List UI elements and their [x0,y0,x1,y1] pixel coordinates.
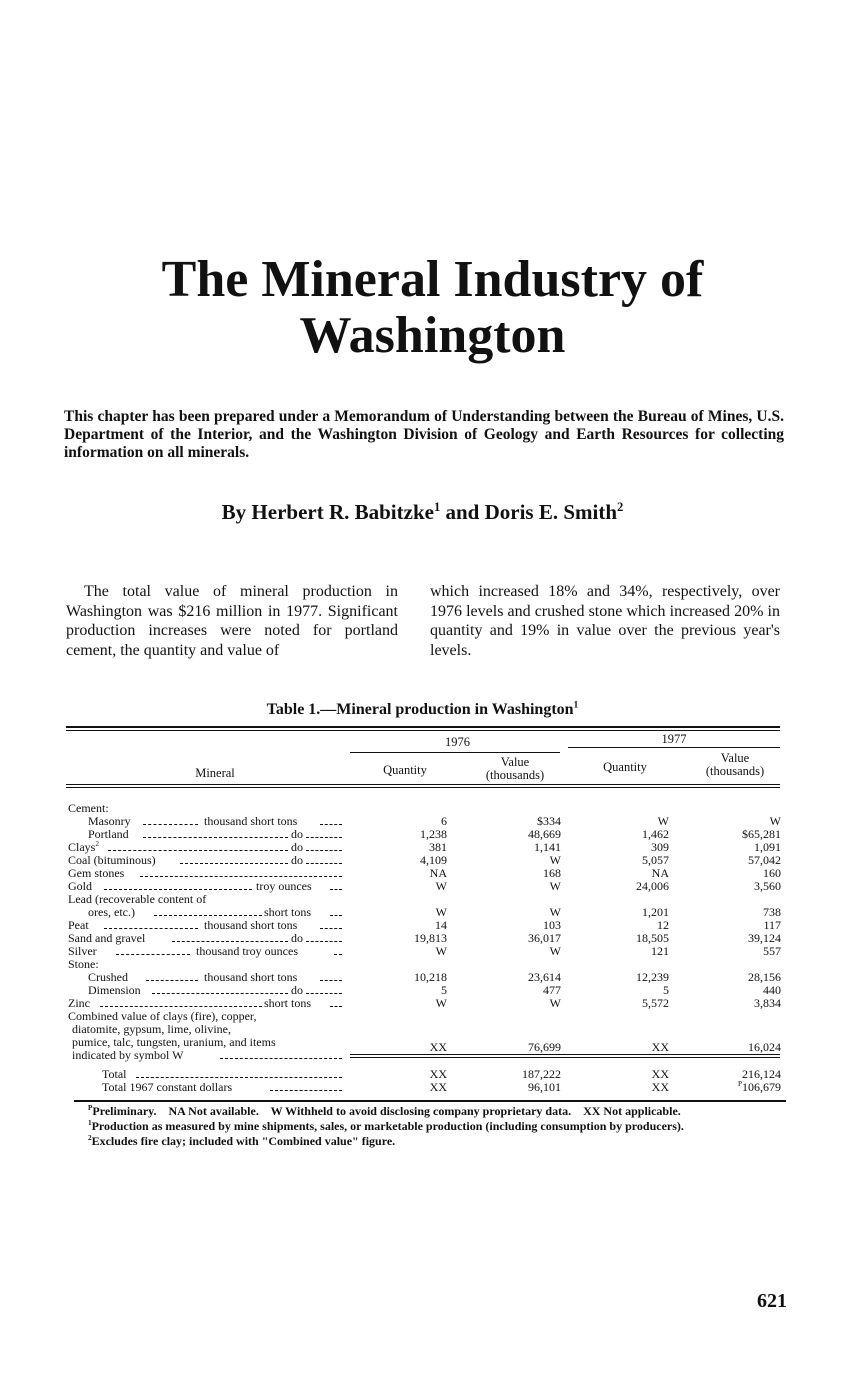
cell-qty-1976: 381 [429,840,447,854]
row-unit: do [291,853,303,867]
row-label-text: Clays [68,840,96,854]
cell-qty-1977: W [657,814,669,828]
row-label: Gold [68,879,92,893]
year-1976-header: 1976 [445,735,470,749]
cell-value-1977: 160 [763,866,781,880]
byline-author-2: and Doris E. Smith [440,500,618,524]
cell-value-1977: 1,091 [754,840,781,854]
cell-value-1976: 168 [543,866,561,880]
dot-leader [104,880,252,890]
cell-value-1977: W [769,814,781,828]
cell-value-1976: $334 [537,814,561,828]
cell-value-1976: 48,669 [528,827,561,841]
dot-leader [306,932,342,942]
row-label: diatomite, gypsum, lime, olivine, [72,1022,231,1036]
byline-sup-2: 2 [617,500,624,514]
dot-leader [334,945,342,955]
row-label: Sand and gravel [68,931,146,945]
cell-value-1976: 76,699 [528,1040,561,1054]
cell-value-1976: 23,614 [528,970,561,984]
title-line-2: Washington [299,307,566,364]
dot-leader [136,1068,342,1078]
qty-1976-header: Quantity [383,763,427,777]
row-unit: do [291,840,303,854]
cell-qty-1977: 5 [663,983,669,997]
cell-value-1977: 557 [763,944,781,958]
cell-value-1976: 1,141 [534,840,561,854]
mineral-header: Mineral [195,766,235,780]
year-1977-header: 1977 [661,732,687,746]
row-unit: short tons [264,905,312,919]
total-rule [350,1054,780,1055]
value-1976-header [470,756,560,782]
value-1977-header-l1: Value [720,751,750,765]
body-column-2: which increased 18% and 34%, respectively, over 1976 levels and crushed stone which increased 20% in quantity and 19% in value over the previous year's levels. [430,583,780,659]
footnote-sup: P [88,1104,93,1112]
table-caption [0,701,845,719]
table-bottom-rule [74,1100,786,1102]
cell-qty-1976: 10,218 [414,970,447,984]
cell-qty-1976: XX [429,1067,447,1081]
dot-leader [172,932,288,942]
row-unit: thousand short tons [204,814,298,828]
cell-qty-1977: XX [651,1067,669,1081]
cell-qty-1976: 1,238 [420,827,447,841]
cell-value-1977 [738,1081,781,1094]
cell-qty-1977: 309 [651,840,669,854]
dot-leader [320,815,342,825]
table-caption-text: Table 1.—Mineral production in Washington [266,701,574,718]
header-bottom-rule-2 [66,787,780,788]
row-unit: troy ounces [256,879,312,893]
body-column-1: The total value of mineral production in Washington was $216 million in 1977. Significant production increases were noted for portland cement, the quantity and value of [66,583,398,659]
footnote-sup: 1 [88,1119,92,1127]
row-label: Peat [68,918,89,932]
value-1977-header [690,752,780,778]
cell-value-1977: 16,024 [748,1040,781,1054]
row-label: Total [102,1067,127,1081]
cell-qty-1976: W [435,905,447,919]
dot-leader [220,1049,342,1059]
cell-qty-1976: 4,109 [420,853,447,867]
cell-qty-1977: 24,006 [636,879,669,893]
row-unit: thousand troy ounces [196,944,298,958]
table-row-total-1967 [0,1081,865,1094]
cell-value-1977: 440 [763,983,781,997]
table-row-gem-stones [0,867,865,880]
cell-qty-1976: 6 [441,814,447,828]
cell-value-1977: 117 [763,918,781,932]
cell-value-1977: 3,834 [754,996,781,1010]
row-label: Crushed [88,970,128,984]
cell-qty-1977: 12 [657,918,669,932]
dot-leader [306,854,342,864]
cell-value-text: 106,679 [742,1080,781,1094]
value-1976-header-l2: (thousands) [485,768,545,782]
cell-value-1976: W [549,853,561,867]
row-label: Gem stones [68,866,125,880]
value-1976-header-l1: Value [500,755,530,769]
dot-leader [143,828,288,838]
table-top-rule [66,726,780,728]
dot-leader [146,971,198,981]
cell-value-1977: 57,042 [748,853,781,867]
cell-value-1976: 96,101 [528,1080,561,1094]
table-row-silver [0,945,865,958]
value-1977-header-l2: (thousands) [705,764,765,778]
cell-qty-1976: W [435,879,447,893]
row-unit: thousand short tons [204,970,298,984]
cell-qty-1977: 18,505 [636,931,669,945]
header-bottom-rule [66,784,780,785]
row-unit: do [291,983,303,997]
cell-value-1977: 3,560 [754,879,781,893]
cell-value-1977: 28,156 [748,970,781,984]
cell-value-1976: W [549,879,561,893]
dot-leader [306,984,342,994]
cell-qty-1976: 14 [435,918,447,932]
row-label: Masonry [88,814,131,828]
footnote-text: Preliminary. NA Not available. W Withheld to avoid disclosing company proprietary data. XX Not applicable. [92,1104,681,1118]
dot-leader [180,854,288,864]
dot-leader [100,997,262,1007]
row-label: Coal (bituminous) [68,853,156,867]
row-label: Portland [88,827,129,841]
dot-leader [306,828,342,838]
dot-leader [154,906,262,916]
row-label: Cement: [68,801,109,815]
cell-qty-1976: 19,813 [414,931,447,945]
row-label: ores, etc.) [88,905,135,919]
byline-author-1: By Herbert R. Babitzke [221,500,434,524]
cell-qty-1977: NA [651,866,669,880]
dot-leader [320,971,342,981]
cell-value-1977: 216,124 [742,1067,781,1081]
row-label: Total 1967 constant dollars [102,1080,233,1094]
page-number: 621 [757,1290,787,1312]
cell-qty-1977: 121 [651,944,669,958]
dot-leader [306,841,342,851]
row-label: Silver [68,944,97,958]
footnote-preliminary [88,1104,681,1119]
row-label: pumice, talc, tungsten, uranium, and items [72,1035,276,1049]
row-unit: thousand short tons [204,918,298,932]
table-row-dimension [0,984,865,997]
row-label: Zinc [68,996,90,1010]
dot-leader [116,945,190,955]
cell-value-1976: 103 [543,918,561,932]
row-label: Lead (recoverable content of [68,892,207,906]
qty-1977-header: Quantity [603,760,647,774]
footnote-text: Excludes fire clay; included with "Combined value" figure. [91,1134,396,1148]
row-label: indicated by symbol W [72,1048,184,1062]
footnote-2 [88,1134,395,1149]
title-line-1: The Mineral Industry of [161,251,704,308]
footnote-sup: 2 [88,1134,92,1142]
cell-qty-1976: 5 [441,983,447,997]
cell-qty-1976: W [435,996,447,1010]
page-title [60,252,805,364]
table-row-sand-gravel [0,932,865,945]
dot-leader [108,841,288,851]
byline [0,500,845,525]
cell-qty-1977: 12,239 [636,970,669,984]
table-top-rule-2 [66,730,780,731]
preliminary-sup: P [738,1080,742,1088]
cell-value-1976: 477 [543,983,561,997]
dot-leader [152,984,288,994]
cell-value-1977: 39,124 [748,931,781,945]
dot-leader [320,919,342,929]
row-label-sup: 2 [95,840,99,848]
table-row-lead [0,906,865,919]
cell-value-1976: 36,017 [528,931,561,945]
cell-value-1977: $65,281 [742,827,781,841]
cell-qty-1977: 5,572 [642,996,669,1010]
dot-leader [140,867,342,877]
cell-value-1976: W [549,944,561,958]
byline-sup-1: 1 [433,500,441,514]
cell-qty-1977: XX [651,1040,669,1054]
cell-qty-1977: 5,057 [642,853,669,867]
row-label: Stone: [68,957,99,971]
year-1976-rule [350,752,560,753]
cell-qty-1976: XX [429,1040,447,1054]
cell-value-1976: W [549,996,561,1010]
cell-qty-1976: XX [429,1080,447,1094]
row-label: Dimension [88,983,141,997]
row-unit: do [291,827,303,841]
dot-leader [330,997,342,1007]
row-unit: do [291,931,303,945]
footnote-1 [88,1119,684,1134]
cell-qty-1977: 1,462 [642,827,669,841]
row-unit: short tons [264,996,312,1010]
cell-qty-1977: XX [651,1080,669,1094]
table-caption-sup: 1 [573,699,579,711]
total-rule-2 [350,1057,780,1058]
cell-value-1977: 738 [763,905,781,919]
row-label: Combined value of clays (fire), copper, [68,1009,257,1023]
cell-qty-1977: 1,201 [642,905,669,919]
cell-value-1976: W [549,905,561,919]
dot-leader [143,815,198,825]
dot-leader [270,1081,342,1091]
footnote-text: Production as measured by mine shipments, sales, or marketable production (including consumption by producers). [91,1119,684,1133]
cell-value-1976: 187,222 [522,1067,561,1081]
cell-qty-1976: NA [429,866,447,880]
dot-leader [330,880,342,890]
intro-paragraph: This chapter has been prepared under a Memorandum of Understanding between the Bureau of Mines, U.S. Department of the Interior, and the Washington Division of Geology and Earth Resources for collecting information on all minerals. [64,408,784,461]
dot-leader [330,906,342,916]
cell-qty-1976: W [435,944,447,958]
dot-leader [104,919,198,929]
year-1977-rule [568,747,780,748]
